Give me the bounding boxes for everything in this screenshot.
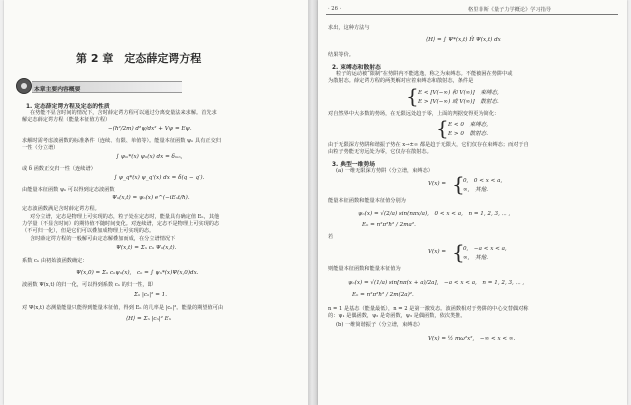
paragraph: 为散射态。薛定谔方程的两类解对应着束缚态和散射态，条件是 [328,78,474,84]
equation-eigenfunction-symmetric: ψₙ(x) = √(1/a) sin[nπ(x + a)/2a], −a < x < a, n = 1, 2, 3, ⋯ , [348,280,525,286]
left-brace-icon: { [436,116,449,140]
equation-stationary: Ψₙ(x,t) = ψₙ(x) e^(−iEₙt/ħ). [112,195,190,201]
potential-case: ∞, 其他. [463,255,488,261]
equation-schrodinger: −(ħ²/2m) d²ψ/dx² + Vψ = Eψ. [108,126,192,132]
section-bar-label: 本章主要内容概要 [34,86,81,93]
paragraph: 波函数 Ψ(x,t) 的归一化，可以得到系数 cₙ 的归一性，即 [22,282,153,288]
potential-case: 0, −a < x < a, [463,246,507,252]
paragraph: 在势能不显含时间的情况下，含时薛定谔方程可以通过分离变量法来求解。首先求 [30,110,217,116]
paragraph: （不可归一化），但是它们可以叠加成物理上可实现的态。 [22,228,155,234]
equation-delta: ∫ ψ_q*(x) ψ_q'(x) dx = δ(q − q′). [114,175,205,181]
book-gutter [308,0,318,405]
equation-coefficients: Ψ(x,0) = Σₙ cₙψₙ(x), cₙ = ∫ ψₙ*(x)Ψ(x,0)dx. [76,270,199,276]
paragraph: 由于无限深方势阱和谐振子势在 x→±∞ 都是趋于无限大，它们仅存在束缚态；而对于自 [328,142,529,148]
equation-normalization: Σₙ |cₙ|² = 1. [134,292,167,298]
condition-bound-simple: E < 0 束缚态, [448,122,489,128]
paragraph: 对自然界中大多数的势场，在无限远处趋于零，上面的判据变得更为简化： [328,111,500,117]
paragraph: 结果等价。 [328,52,354,58]
header-rule [326,14,618,15]
condition-scattering: E > [V(−∞) 或 V(∞)] 散射态. [418,99,499,105]
heading-1: 1. 定态薛定谔方程及定态的性质 [26,104,110,110]
section-bar [32,81,182,93]
condition-bound: E < [V(−∞) 和 V(∞)] 束缚态, [418,90,499,96]
potential-case: ∞, 其他. [463,187,488,193]
equation-superposition: Ψ(x,t) = Σₙ cₙ Ψₙ(x,t). [116,245,177,251]
paragraph: n = 1 是基态（能量最低），n = 2 是第一激发态。波函数相对于势阱的中心交替偶对称 [328,306,529,312]
list-item: (a) 一维无限深方势阱（分立谱，束缚态） [336,168,433,174]
paragraph: 对 Ψ(x,t) 态测量能量只能得到能量本征值，得到 Eₙ 的几率是 |cₙ|²。能量的期望值可由 [22,305,224,311]
paragraph: 若 [328,234,334,240]
heading-3: 3. 典型一维势场 [332,162,376,168]
equation-eigenvalue-symmetric: Eₙ = n²π²ħ² / 2m(2a)². [352,292,414,298]
paragraph: 求出，这种方法与 [328,25,370,31]
paragraph: 则能量本征函数和能量本征值为 [328,266,401,272]
potential-label: V(x) = [428,181,447,187]
paragraph: 由能量本征函数 ψₙ 可以得到定态波函数 [22,187,115,193]
paragraph: 的：ψ₁ 是偶函数，ψ₂ 是奇函数，ψ₃ 是偶函数，依次类推。 [328,313,466,319]
potential-case: 0, 0 < x < a, [463,178,503,184]
equation-harmonic-potential: V(x) = ½ mω²x², −∞ < x < ∞. [428,336,516,342]
chapter-title: 第 2 章 定态薛定谔方程 [76,52,202,65]
paragraph: 由粒子势能无穷远处为零，它仅存在散射态。 [328,149,432,155]
paragraph: 一性（分立谱） [22,145,59,151]
paragraph: 求解时需考虑波函数的标准条件（连续、有限、单值等）。能量本征函数 ψₙ 具有正交归 [22,138,221,144]
potential-label: V(x) = [428,249,447,255]
paragraph: 力学量（不显含时间）的期待值不随时间变化。对连续谱，定态不是物理上可实现的态 [22,221,220,227]
paragraph: 粒子的运动被“限制”在势阱内不能逃逸，称之为束缚态。不能被困在势阱中或 [336,71,513,77]
left-brace-icon: { [452,172,465,196]
left-brace-icon: { [452,240,465,264]
list-item: (b) 一维简谐振子（分立谱，束缚态） [336,322,423,328]
heading-2: 2. 束缚态和散射态 [332,65,381,71]
paragraph: 或 δ 函数正交归一性（连续谱） [22,166,96,172]
section-badge-icon [16,78,32,94]
paragraph: 对分立谱，定态是物理上可实现的态，粒子处在定态时，能量具有确定值 Eₙ，其他 [30,214,220,220]
condition-scattering-simple: E > 0 散射态. [448,131,489,137]
running-title: 格里菲斯《量子力学概论》学习指导 [468,7,552,13]
equation-eigenfunction: ψₙ(x) = √(2/a) sin(nπx/a), 0 < x < a, n = 1, 2, 3, ⋯ , [358,211,511,217]
left-brace-icon: { [406,84,419,108]
paragraph: 能量本征函数和能量本征值分别为 [328,198,406,204]
paragraph: 解定态薛定谔方程（能量本征值方程） [22,117,111,123]
equation-expectation: ⟨H⟩ = Σₙ |cₙ|² Eₙ [126,316,172,322]
equation-expectation-integral: ⟨H⟩ = ∫ Ψ*(x,t) Ĥ Ψ(x,t) dx [426,37,501,43]
paragraph: 系数 cₙ 由初始波函数确定： [22,258,88,264]
paragraph: 含时薛定谔方程的一般解可由定态解叠加而成，在分立谱情况下 [30,236,176,242]
equation-eigenvalue: Eₙ = n²π²ħ² / 2ma². [362,222,416,228]
right-page [318,0,627,405]
page-number: · 26 · [328,6,342,12]
equation-orthonormal: ∫ ψₘ*(x) ψₙ(x) dx = δₘₙ, [116,154,183,160]
left-page [4,0,308,405]
paragraph: 定态波函数满足含时薛定谔方程。 [22,206,100,212]
